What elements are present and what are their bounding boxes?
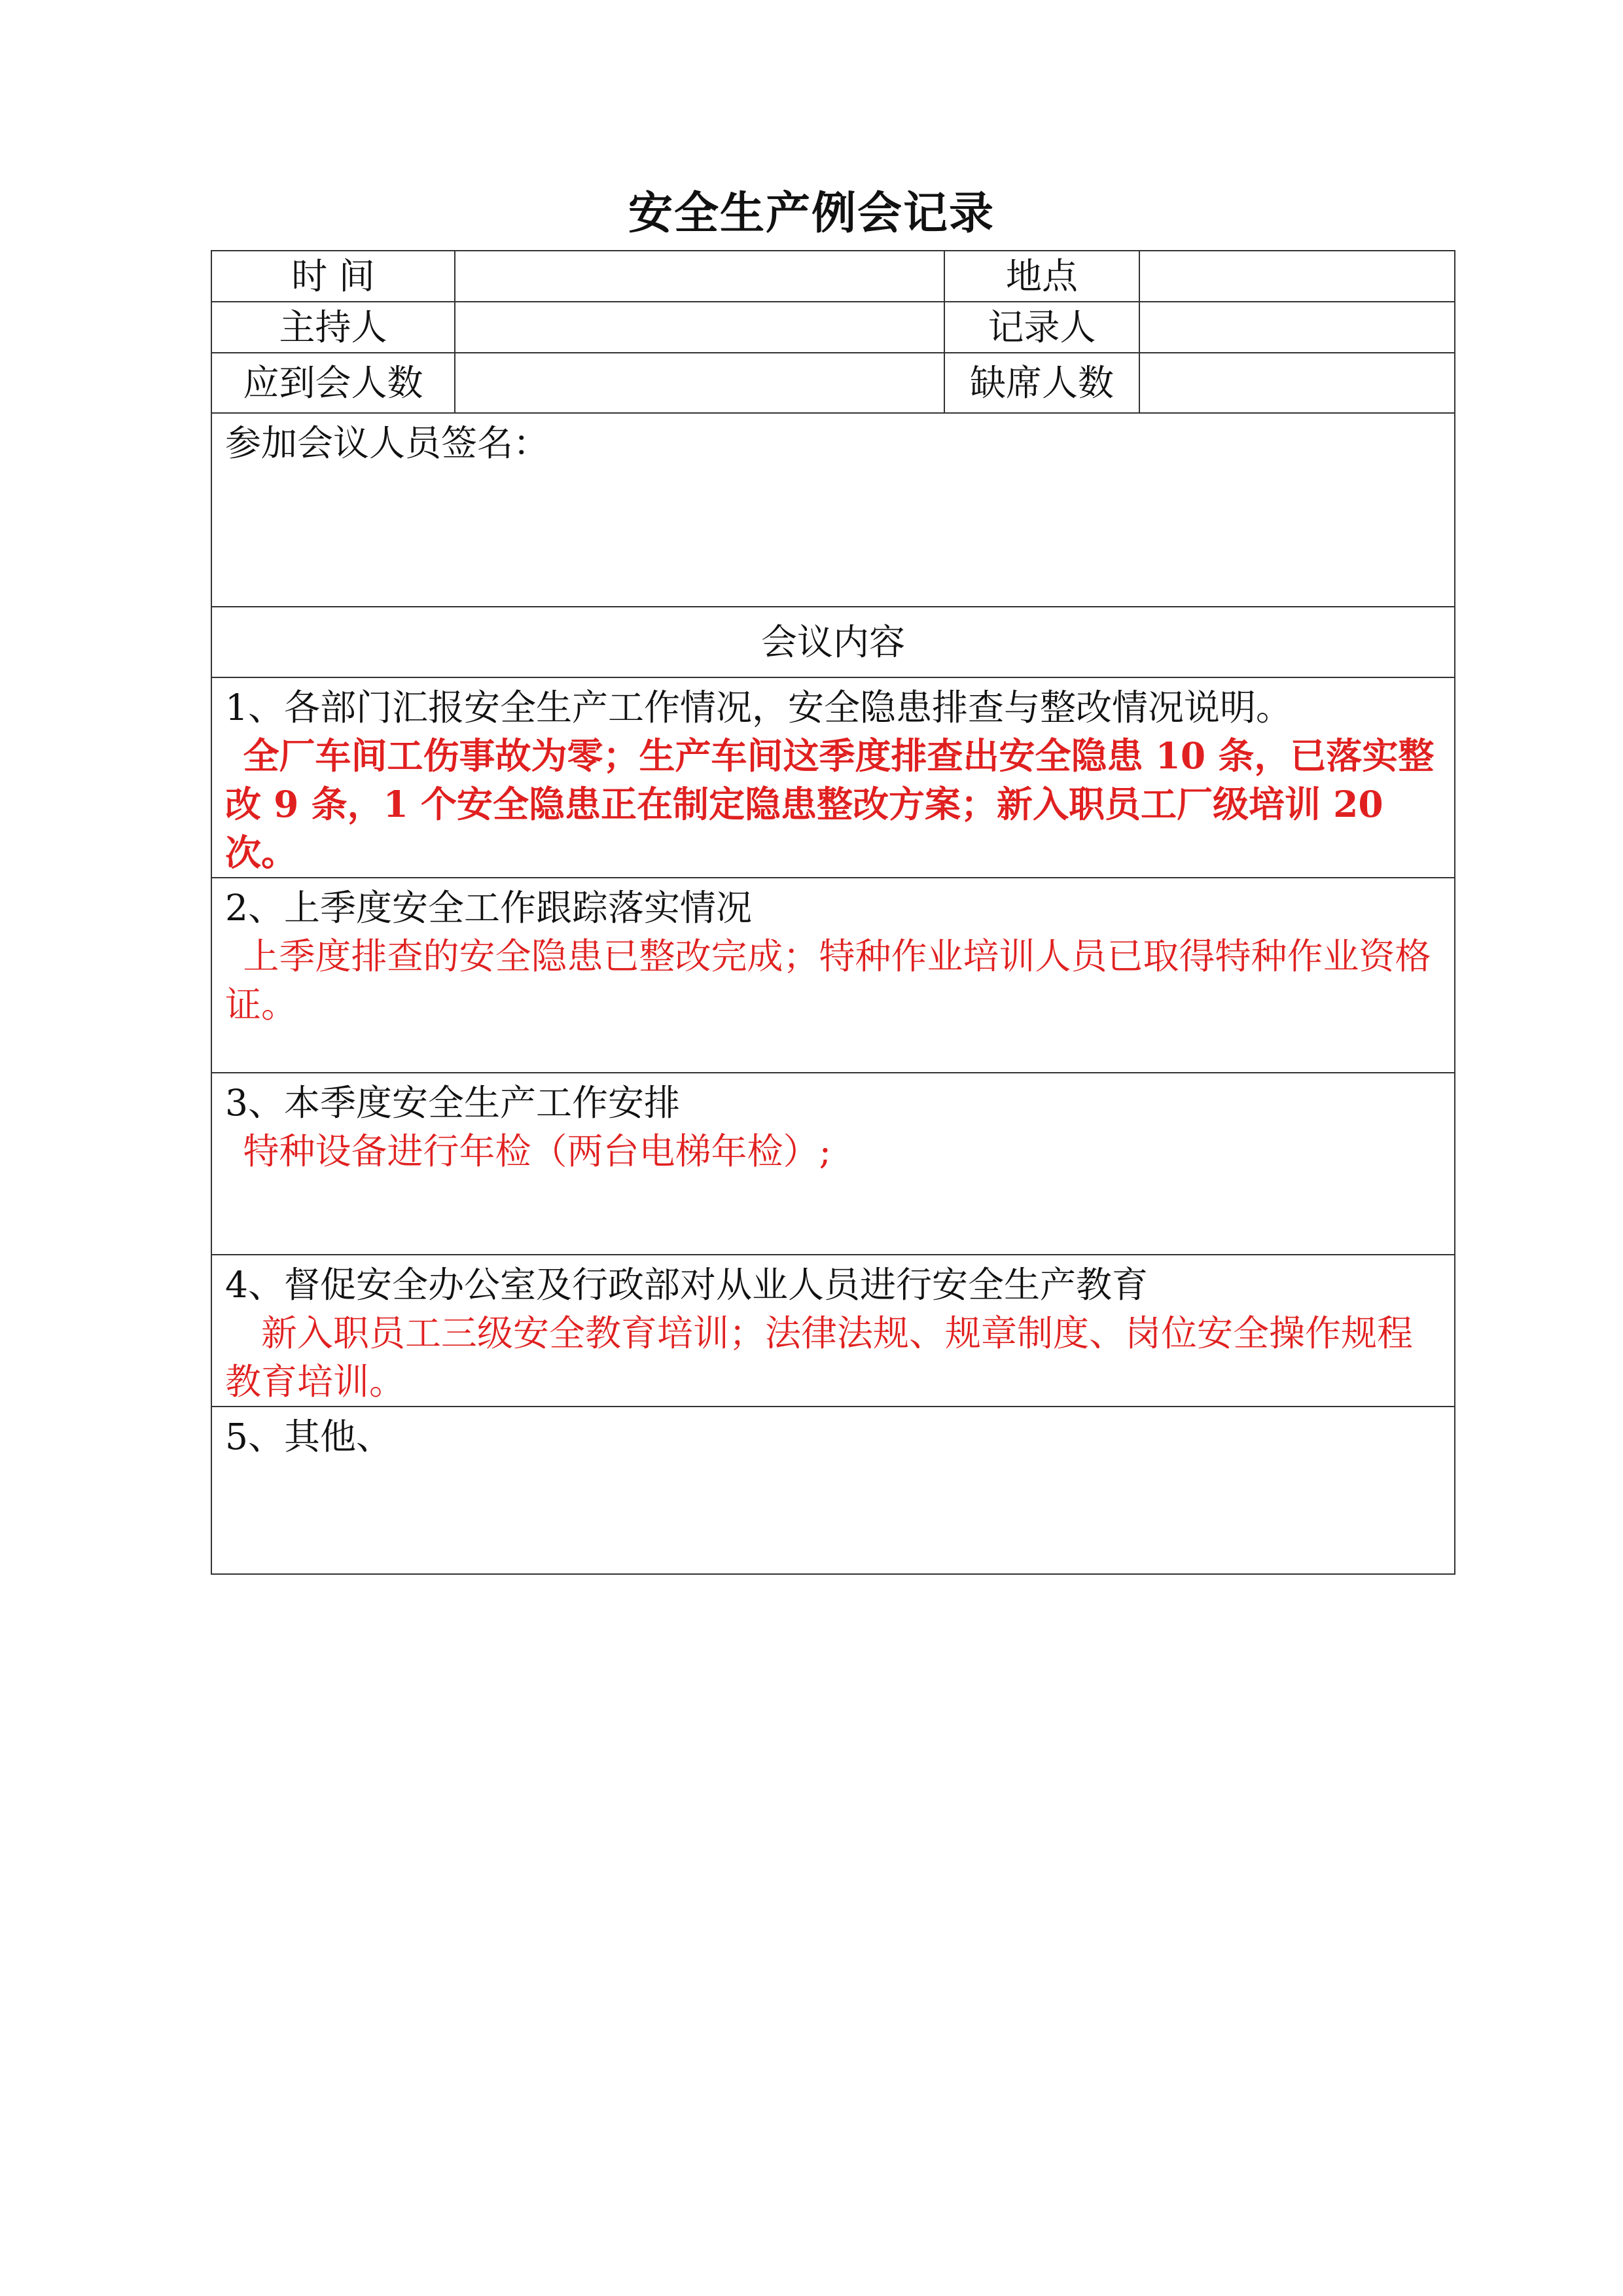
location-label: 地点 <box>944 251 1139 302</box>
time-label: 时 间 <box>211 251 455 302</box>
signature-label: 参加会议人员签名： <box>225 422 550 464</box>
content-header: 会议内容 <box>211 607 1455 677</box>
time-location-row <box>211 251 1455 302</box>
item-1-heading: 1、各部门汇报安全生产工作情况，安全隐患排查与整改情况说明。 <box>225 687 1292 728</box>
meeting-record-table <box>211 250 1455 1575</box>
item-3-row <box>211 1073 1455 1255</box>
item-4-body: 新入职员工三级安全教育培训；法律法规、规章制度、岗位安全操作规程教育培训。 <box>225 1312 1414 1403</box>
item-2-body: 上季度排查的安全隐患已整改完成；特种作业培训人员已取得特种作业资格证。 <box>225 935 1431 1026</box>
item-3-body: 特种设备进行年检（两台电梯年检）; <box>243 1130 832 1172</box>
location-field[interactable] <box>1139 251 1455 302</box>
signature-row <box>211 413 1455 607</box>
expected-attendees-field[interactable] <box>455 353 944 413</box>
attendance-row <box>211 353 1455 413</box>
item-1-cell <box>211 677 1455 878</box>
item-3-cell <box>211 1073 1455 1255</box>
content-header-row <box>211 607 1455 677</box>
item-2-cell <box>211 878 1455 1073</box>
document-title: 安全生产例会记录 <box>628 187 995 240</box>
item-2-row <box>211 878 1455 1073</box>
item-5-cell[interactable] <box>211 1407 1455 1574</box>
time-field[interactable] <box>455 251 944 302</box>
host-recorder-row <box>211 302 1455 353</box>
recorder-field[interactable] <box>1139 302 1455 353</box>
item-1-row <box>211 677 1455 878</box>
expected-attendees-label: 应到会人数 <box>211 353 455 413</box>
signature-cell[interactable] <box>211 413 1455 607</box>
absent-count-field[interactable] <box>1139 353 1455 413</box>
item-4-heading: 4、督促安全办公室及行政部对从业人员进行安全生产教育 <box>225 1264 1148 1306</box>
host-label: 主持人 <box>211 302 455 353</box>
item-4-cell <box>211 1255 1455 1407</box>
host-field[interactable] <box>455 302 944 353</box>
item-5-heading: 5、其他、 <box>225 1416 392 1458</box>
item-3-heading: 3、本季度安全生产工作安排 <box>225 1082 680 1124</box>
recorder-label: 记录人 <box>944 302 1139 353</box>
absent-count-label: 缺席人数 <box>944 353 1139 413</box>
item-4-row <box>211 1255 1455 1407</box>
item-5-row <box>211 1407 1455 1574</box>
item-2-heading: 2、上季度安全工作跟踪落实情况 <box>225 887 752 929</box>
item-1-body: 全厂车间工伤事故为零；生产车间这季度排查出安全隐患 10 条，已落实整改 9 条，1 个安全隐患正在制定隐患整改方案；新入职员工厂级培训 20 次。 <box>225 734 1435 874</box>
